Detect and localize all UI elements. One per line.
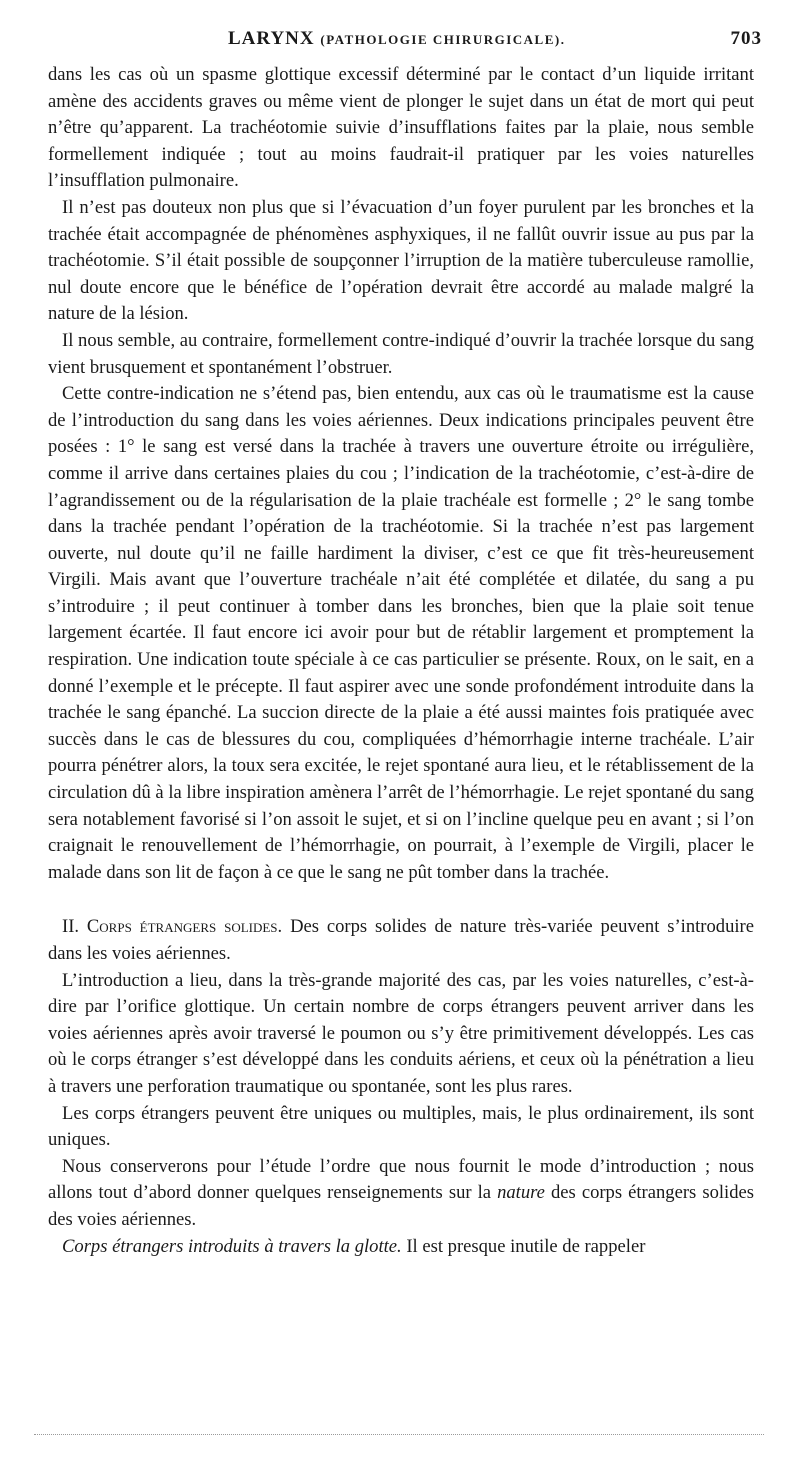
paragraph-nature (48, 1154, 754, 1234)
footer-dotted-rule (34, 1434, 764, 1435)
paragraph-trauma-indications: Cette contre-indication ne s’étend pas, bien entendu, aux cas où le traumatisme est la cause de l’introduction du sang dans les voies aériennes. Deux indications principales peuvent être posées : 1° le sang est versé dans la trachée à travers une ouverture étroite ou irrégulière, comme il arrive dans certaines plaies du cou ; l’indication de la trachéotomie, c’est-à-dire de l’agrandissement ou de la régularisation de la plaie trachéale est formelle ; 2° le sang tombe dans la trachée pendant l’opération de la trachéotomie. Si la trachée n’est pas largement ouverte, nul doute qu’il ne faille hardiment la diviser, c’est ce que fit très-heureusement Virgili. Mais avant que l’ouverture trachéale n’ait été complétée et dilatée, du sang a pu s’introduire ; il peut continuer à tomber dans les bronches, bien que la plaie soit tenue largement écartée. Il faut encore ici avoir pour but de rétablir largement et promptement la respiration. Une indication toute spéciale à ce cas particulier se présente. Roux, on le sait, en a donné l’exemple et le précepte. Il faut aspirer avec une sonde profondément introduite dans la trachée le sang épanché. La succion directe de la plaie a été aussi maintes fois pratiquée avec succès dans le cas de blessures du cou, compliquées d’hémorrhagie interne trachéale. L’air pourra pénétrer alors, la toux sera excitée, le rejet spontané aura lieu, et le rétablissement de la circulation dû à la libre inspiration amènera l’arrêt de l’hémorrhagie. Le rejet spontané du sang sera notablement favorisé si l’on assoit le sujet, et si on l’incline quelque peu en avant ; si l’on craignait le renouvellement de l’hémorrhagie, on pourrait, à l’exemple de Virgili, placer le malade dans son lit de façon à ce que le sang ne pût tomber dans la trachée. (48, 383, 754, 883)
paragraph-purulent-focus: Il n’est pas douteux non plus que si l’évacuation d’un foyer purulent par les bronches et la trachée était accompagnée de phénomènes asphyxiques, il ne fallût ouvrir issue au pus par la trachéotomie. S’il était possible de soupçonner l’irruption de la matière tuberculeuse ramollie, nul doute encore que le bénéfice de l’opération devrait être accordé au malade malgré la nature de la lésion. (48, 196, 754, 325)
nature-text-after: des corps étrangers solides des voies aériennes. (48, 1182, 754, 1230)
paragraph-contraindication: Il nous semble, au contraire, formellement contre-indiqué d’ouvrir la trachée lorsque du sang vient brusquement et spontanément l’obstruer. (48, 329, 754, 378)
running-title-subtitle: (PATHOLOGIE CHIRURGICALE). (320, 32, 566, 47)
body-text (48, 62, 754, 1260)
section-intro-text: Des corps solides de nature très-variée peuvent s’introduire dans les voies aériennes. (48, 916, 754, 964)
running-title-main: LARYNX (228, 28, 315, 49)
page-number: 703 (730, 28, 762, 49)
paragraph-continuation: dans les cas où un spasme glottique excessif déterminé par le contact d’un liquide irritant amène des accidents graves ou même vient de plonger le sujet dans un état de mort qui peut n’être qu’apparent. La trachéotomie suivie d’insufflations faites par la plaie, nous semble formellement indiquée ; tout au moins faudrait-il pratiquer par les voies naturelles l’insufflation pulmonaire. (48, 64, 754, 192)
nature-emphasis: nature (497, 1182, 545, 1204)
paragraph-glottis-subsection (48, 1234, 754, 1261)
paragraph-unique-multiple: Les corps étrangers peuvent être uniques ou multiples, mais, le plus ordinairement, ils sont uniques. (48, 1102, 754, 1151)
running-header (48, 28, 762, 58)
running-title (228, 28, 565, 50)
paragraph-introduction-routes: L’introduction a lieu, dans la très-grande majorité des cas, par les voies naturelles, c’est-à-dire par l’orifice glottique. Un certain nombre de corps étrangers peuvent arriver dans les voies aériennes après avoir traversé le poumon ou s’y être primitivement développés. Les cas où le corps étranger s’est développé dans les conduits aériens, et ceux où la pénétration a lieu à travers une perforation traumatique ou spontanée, sont les plus rares. (48, 969, 754, 1097)
subsection-text: Il est presque inutile de rappeler (401, 1235, 646, 1257)
section-heading: II. Corps étrangers solides. (62, 916, 283, 938)
nature-text-before: Nous conserverons pour l’étude l’ordre que nous fournit le mode d’introduction ; nous allons tout d’abord donner quelques renseignements sur la (48, 1155, 754, 1204)
subsection-heading: Corps étrangers introduits à travers la glotte. (62, 1235, 402, 1257)
section-heading-paragraph (48, 914, 754, 967)
